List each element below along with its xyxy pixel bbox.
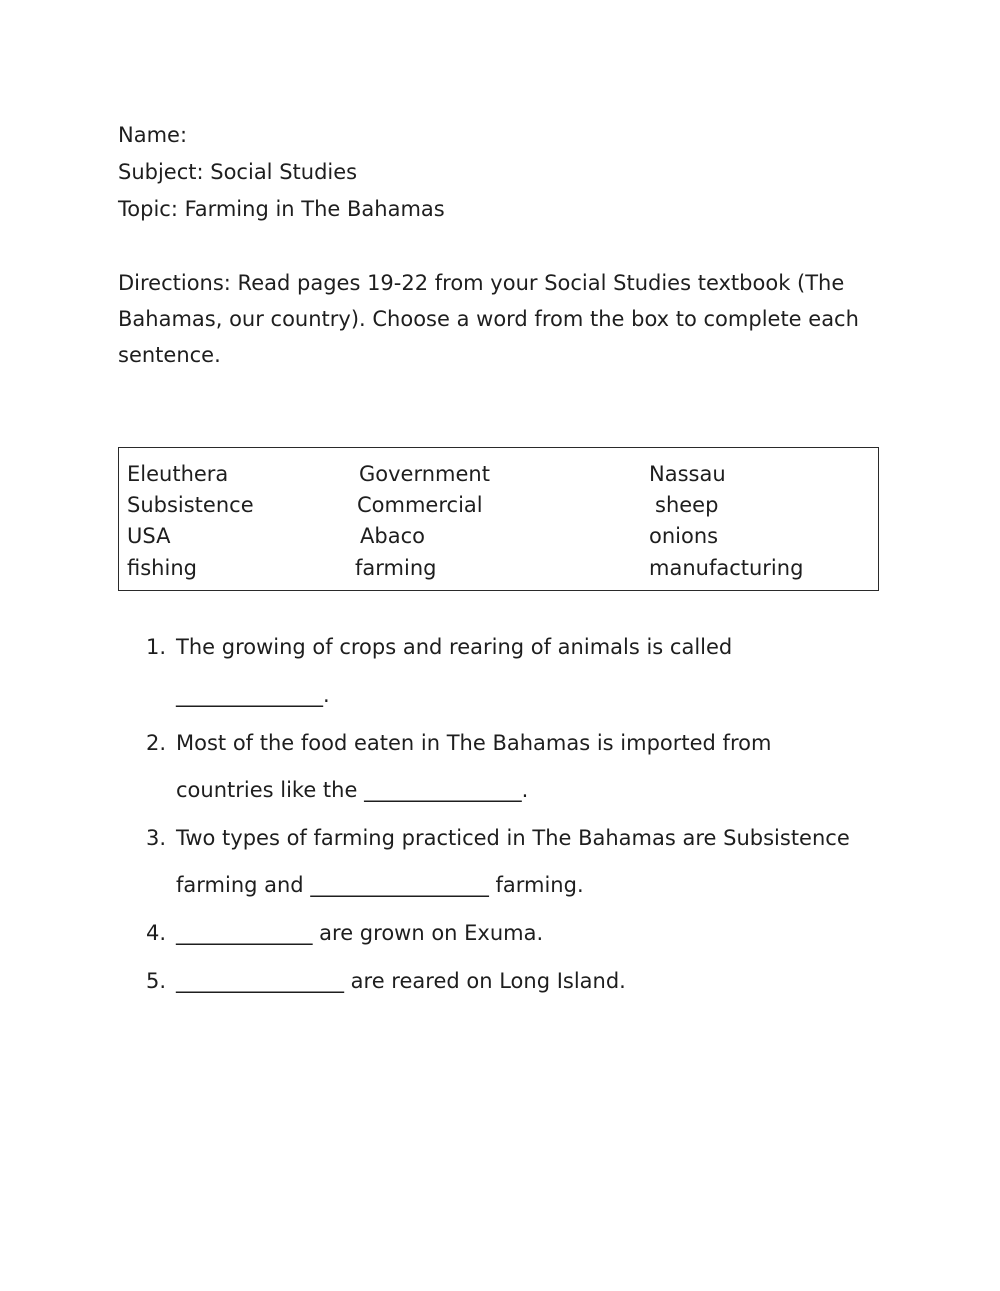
question-number: 3.	[146, 826, 167, 850]
question-5-text: ________________ are reared on Long Island.	[176, 969, 626, 993]
word-bank-word: onions	[649, 524, 719, 548]
word-bank-word: Commercial	[357, 493, 483, 517]
question-1-text: The growing of crops and rearing of animals is called	[176, 635, 733, 659]
word-bank-word: Government	[359, 462, 490, 486]
question-number: 5.	[146, 969, 167, 993]
question-4-text: _____________ are grown on Exuma.	[176, 921, 544, 945]
word-bank-word: Eleuthera	[127, 462, 229, 486]
word-bank-word: manufacturing	[649, 556, 804, 580]
question-number: 2.	[146, 731, 167, 755]
directions-text: Directions: Read pages 19-22 from your Social Studies textbook (The Bahamas, our country). Choose a word from the box to complete each sentence.	[118, 271, 859, 367]
word-bank-word: Abaco	[360, 524, 425, 548]
subject-line: Subject: Social Studies	[118, 160, 358, 184]
question-3-blank: farming and _________________ farming.	[176, 873, 584, 897]
word-bank-box	[118, 447, 879, 591]
question-2-text: Most of the food eaten in The Bahamas is imported from	[176, 731, 772, 755]
question-1-blank: ______________.	[176, 683, 330, 707]
question-number: 4.	[146, 921, 167, 945]
word-bank-word: fishing	[127, 556, 197, 580]
word-bank-word: USA	[127, 524, 171, 548]
topic-line: Topic: Farming in The Bahamas	[118, 197, 445, 221]
name-label: Name:	[118, 123, 188, 147]
question-number: 1.	[146, 635, 167, 659]
word-bank-word: sheep	[655, 493, 719, 517]
word-bank-word: Subsistence	[127, 493, 254, 517]
word-bank-word: farming	[355, 556, 437, 580]
question-3-text: Two types of farming practiced in The Bahamas are Subsistence	[176, 826, 850, 850]
question-2-blank: countries like the _______________.	[176, 778, 529, 802]
word-bank-word: Nassau	[649, 462, 726, 486]
